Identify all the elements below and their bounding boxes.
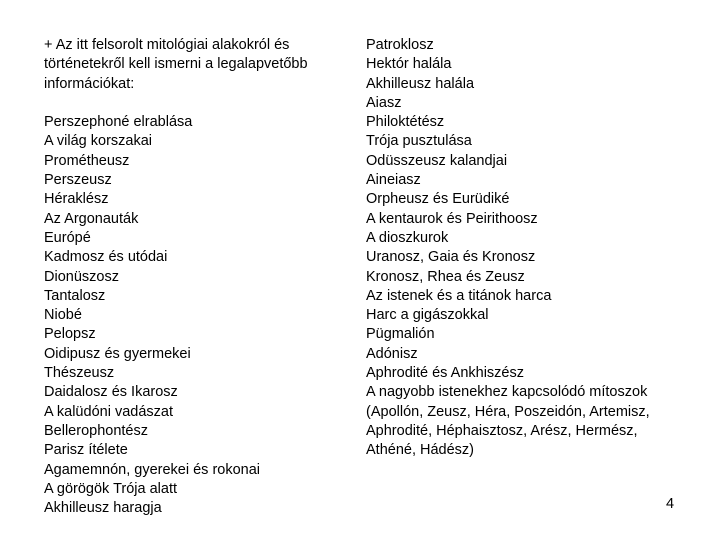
list-item: Niobé	[44, 307, 82, 324]
list-item: Akhilleusz halála	[366, 75, 475, 92]
list-item: Aphrodité, Héphaisztosz, Arész, Hermész,	[366, 422, 638, 439]
list-item: Thészeusz	[44, 365, 115, 382]
page-number: 4	[666, 496, 675, 512]
list-item: Akhilleusz haragja	[44, 500, 162, 517]
list-item: Bellerophontész	[44, 422, 148, 439]
list-item: Orpheusz és Eurüdiké	[366, 191, 510, 208]
left-column	[44, 36, 344, 518]
topic-list-left	[44, 113, 344, 518]
right-column	[366, 36, 696, 461]
list-item: Philoktétész	[366, 114, 445, 131]
list-item: Trója pusztulása	[366, 133, 472, 150]
list-item: Odüsszeusz kalandjai	[366, 152, 508, 169]
list-item: (Apollón, Zeusz, Héra, Poszeidón, Artemisz,	[366, 403, 650, 420]
topic-list-right	[366, 36, 696, 461]
list-item: Athéné, Hádész)	[366, 442, 475, 459]
intro-line: információkat:	[44, 75, 135, 92]
list-item: Kronosz, Rhea és Zeusz	[366, 268, 525, 285]
list-item: Az Argonauták	[44, 210, 139, 227]
list-item: A nagyobb istenekhez kapcsolódó mítoszok	[366, 384, 648, 401]
list-item: Perszeusz	[44, 172, 112, 189]
list-item: Az istenek és a titánok harca	[366, 287, 552, 304]
list-item: Adónisz	[366, 345, 418, 362]
list-item: Patroklosz	[366, 37, 434, 53]
list-item: Agamemnón, gyerekei és rokonai	[44, 461, 261, 478]
list-item: Daidalosz és Ikarosz	[44, 384, 178, 401]
intro-line: történetekről kell ismerni a legalapvetőbb	[44, 56, 308, 73]
list-item: Pügmalión	[366, 326, 435, 343]
list-item: Tantalosz	[44, 287, 106, 304]
intro-text	[44, 36, 344, 94]
list-item: Kadmosz és utódai	[44, 249, 168, 266]
list-item: Aiasz	[366, 94, 402, 111]
list-item: Aphrodité és Ankhiszész	[366, 365, 524, 382]
list-item: Európé	[44, 229, 91, 246]
list-item: Uranosz, Gaia és Kronosz	[366, 249, 536, 266]
list-item: A görögök Trója alatt	[44, 480, 177, 497]
list-item: A dioszkurok	[366, 229, 449, 246]
list-item: Pelopsz	[44, 326, 96, 343]
list-item: Oidipusz és gyermekei	[44, 345, 191, 362]
list-item: Perszephoné elrablása	[44, 114, 193, 131]
intro-line: + Az itt felsorolt mitológiai alakokról és	[44, 37, 290, 53]
list-item: Aineiasz	[366, 172, 421, 189]
list-item: A világ korszakai	[44, 133, 152, 150]
list-item: Héraklész	[44, 191, 109, 208]
list-item: Dionüszosz	[44, 268, 119, 285]
list-item: Prométheusz	[44, 152, 130, 169]
list-item: A kentaurok és Peirithoosz	[366, 210, 538, 227]
list-item: A kalüdóni vadászat	[44, 403, 173, 420]
list-item: Parisz ítélete	[44, 442, 128, 459]
list-item: Harc a gigászokkal	[366, 307, 489, 324]
list-item: Hektór halála	[366, 56, 452, 73]
